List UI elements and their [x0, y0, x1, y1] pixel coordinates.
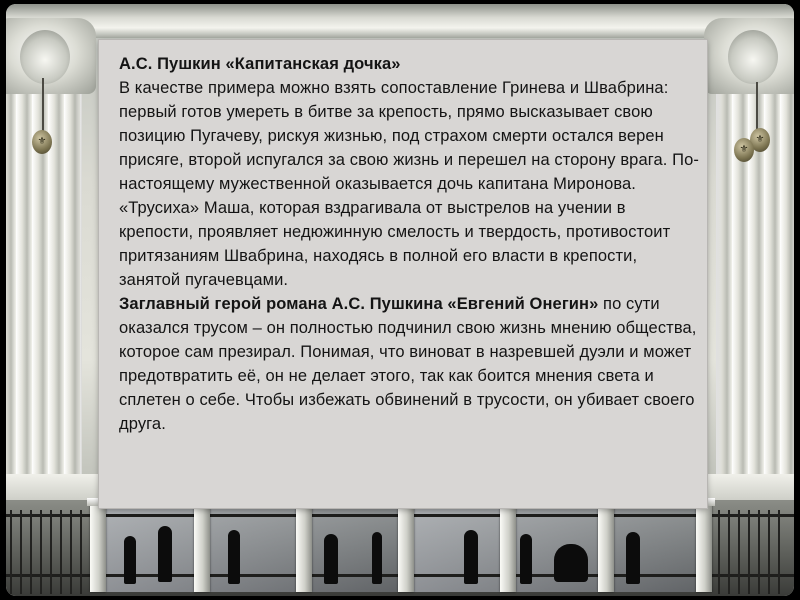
fence-bar — [20, 510, 22, 594]
fence-bar — [40, 510, 42, 594]
text-panel — [99, 40, 707, 508]
fence-bar — [50, 510, 52, 594]
figure-silhouette-icon — [228, 530, 240, 584]
right-column — [716, 24, 794, 494]
slide-background — [6, 4, 794, 596]
figure-silhouette-icon — [158, 526, 172, 582]
left-column — [6, 24, 82, 494]
fence-bar — [718, 510, 720, 594]
medallion-icon: ⚜ — [750, 128, 770, 152]
fence-bar — [768, 510, 770, 594]
figure-silhouette-icon — [372, 532, 382, 584]
chain-icon — [42, 78, 44, 134]
figure-silhouette-icon — [520, 534, 532, 584]
figure-silhouette-icon — [626, 532, 640, 584]
fence-bar — [728, 510, 730, 594]
fence-bar — [778, 510, 780, 594]
medallion-icon: ⚜ — [32, 130, 52, 154]
figure-silhouette-icon — [464, 530, 478, 584]
paragraph-2 — [119, 292, 701, 436]
fence-pillar — [598, 502, 614, 592]
chain-icon — [756, 82, 758, 132]
entablature — [6, 4, 794, 38]
slide-text — [119, 52, 701, 436]
slide-title — [119, 52, 701, 76]
paragraph-2-body: по сути оказался трусом – он полностью подчинил свою жизнь мнению общества, которое сам презирал. Понимая, что виноват в назревшей дуэли и может предотвратить её, он не делает этого, так как боится мнения света и сплетен о себе. Чтобы избежать обвинений в трусости, он убивает своего друга. — [119, 295, 697, 433]
fence-bar — [70, 510, 72, 594]
curtain — [102, 506, 402, 592]
fence-pillar — [90, 502, 106, 592]
fence-pillar — [194, 502, 210, 592]
fence-pillar — [398, 502, 414, 592]
figure-silhouette-icon — [554, 544, 588, 582]
figure-silhouette-icon — [324, 534, 338, 584]
fence-bar — [758, 510, 760, 594]
fence-pillar — [296, 502, 312, 592]
title-text: А.С. Пушкин «Капитанская дочка» — [119, 55, 401, 73]
fence-bar — [10, 510, 12, 594]
fence-bar — [30, 510, 32, 594]
fence-bar — [80, 510, 82, 594]
paragraph-2-lead: Заглавный герой романа А.С. Пушкина «Евгений Онегин» — [119, 295, 599, 313]
medallion-icon: ⚜ — [734, 138, 754, 162]
fence-pillar — [500, 502, 516, 592]
figure-silhouette-icon — [124, 536, 136, 584]
fence-bar — [748, 510, 750, 594]
fence-pillar — [696, 502, 712, 592]
lion-head-icon — [20, 30, 70, 84]
fence-bar — [738, 510, 740, 594]
lion-head-icon — [728, 30, 778, 84]
fence-bar — [60, 510, 62, 594]
paragraph-1: В качестве примера можно взять сопоставление Гринева и Швабрина: первый готов умереть в битве за крепость, прямо высказывает свою позицию Пугачеву, рискуя жизнью, под страхом смерти остался верен присяге, второй испугался за свою жизнь и перешел на сторону врага. По-настоящему мужественной оказывается дочь капитана Миронова. «Трусиха» Маша, которая вздрагивала от выстрелов на учении в крепости, проявляет недюжинную смелость и твердость, противостоит притязаниям Швабрина, находясь в полной его власти в крепости, занятой пугачевцами. — [119, 79, 699, 289]
